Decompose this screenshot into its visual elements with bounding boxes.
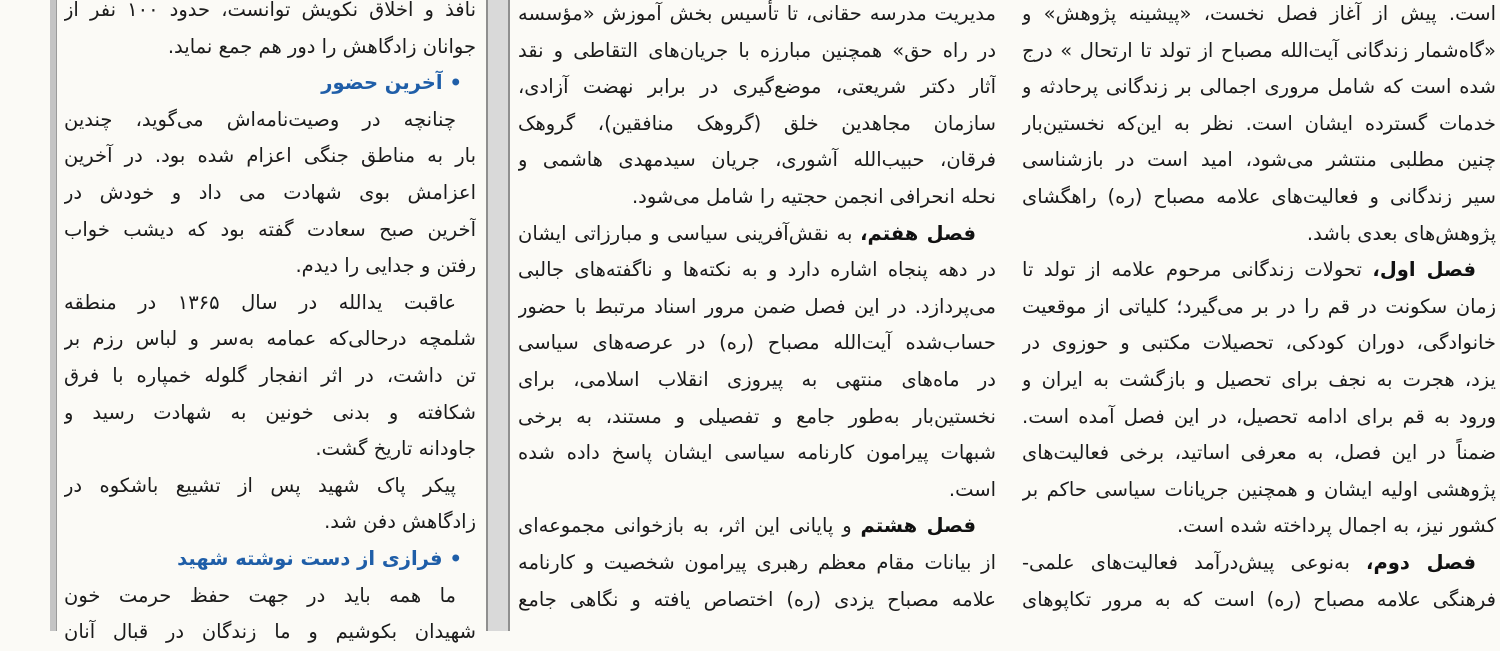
text-line — [1022, 252, 1496, 289]
text-line: نخستین‌بار به‌طور جامع و تفصیلی و مستند، به برخی — [518, 404, 996, 428]
text-line: چنانچه در وصیت‌نامه‌اش می‌گوید، چندین — [64, 107, 456, 131]
text-line: زمان سکونت در قم را در بر می‌گیرد؛ کلیاتی از موقعیت — [1022, 294, 1496, 318]
text-line: کشور نیز، به اجمال پرداخته شده است. — [1176, 514, 1496, 538]
text-line: بار به مناطق جنگی اعزام شده بود. در آخرین — [64, 144, 476, 168]
text-line: در دهه پنجاه اشاره دارد و به نکته‌ها و ناگفته‌های جالبی — [518, 258, 996, 282]
bullet-icon — [443, 547, 462, 570]
text-line — [1022, 545, 1496, 582]
text-line: شلمچه درحالی‌که عمامه به‌سر و لباس رزم بر — [64, 327, 476, 351]
column-divider — [486, 0, 510, 631]
column-right — [1022, 0, 1496, 618]
text-line: ورود به قم برای ادامه تحصیل، در این فصل آمده است. — [1022, 404, 1496, 428]
text-line: علامه مصباح یزدی (ره) اختصاص یافته و نگاهی جامع — [518, 587, 996, 611]
text-line: شده است که شامل مروری اجمالی بر زندگانی پرحادثه و — [1022, 75, 1496, 99]
text-line: می‌پردازد. در این فصل ضمن مرور اسناد مرتبط با حضور — [518, 294, 996, 318]
chapter-label: فصل هشتم — [860, 514, 976, 538]
text-line-body: به‌نوعی پیش‌درآمد فعالیت‌های علمی- — [1022, 550, 1367, 574]
text-line-body: و پایانی این اثر، به بازخوانی مجموعه‌ای — [518, 514, 861, 538]
text-line: شبهات پیرامون کارنامه سیاسی ایشان پاسخ داده شده — [518, 441, 996, 465]
text-line: از بیانات مقام معظم رهبری پیرامون شخصیت و کارنامه — [518, 550, 996, 574]
section-heading — [64, 65, 476, 102]
section-heading-text: آخرین حضور — [321, 71, 443, 95]
text-line-body: تحولات زندگانی مرحوم علامه از تولد تا — [1022, 258, 1373, 282]
text-line: فرقان، حبیب‌الله آشوری، جریان سیدمهدی هاشمی و — [518, 148, 996, 172]
text-line: رفتن و جدایی را دیدم. — [295, 254, 476, 278]
text-line: است. پیش از آغاز فصل نخست، «پیشینه پژوهش» و — [1022, 2, 1496, 25]
text-line: سازمان مجاهدین خلق (گروهک منافقین)، گروهک — [518, 111, 996, 135]
text-line: اعزامش بوی شهادت می داد و خودش در — [64, 180, 476, 204]
text-line: تن داشت، در اثر انفجار گلوله خمپاره با فرق — [64, 363, 476, 387]
chapter-label: فصل دوم، — [1366, 550, 1476, 574]
text-line: پژوهشی اولیه ایشان و همچنین جریانات سیاسی حاکم بر — [1022, 477, 1496, 501]
text-line: ما همه باید در جهت حفظ حرمت خون — [64, 583, 456, 607]
text-line: خانوادگی، دوران کودکی، تحصیلات مکتبی و حوزوی در — [1022, 331, 1496, 355]
text-line: در راه حق» همچنین مبارزه با جریان‌های التقاطی و نقد — [518, 38, 996, 62]
text-line: «گاه‌شمار زندگانی آیت‌الله مصباح از تولد تا ارتحال » درج — [1022, 38, 1496, 62]
page-edge-rule — [50, 0, 57, 631]
text-line: جاودانه تاریخ گشت. — [315, 437, 476, 461]
text-line: در ماه‌های منتهی به پیروزی انقلاب اسلامی، برای — [518, 367, 996, 391]
column-middle — [518, 0, 996, 618]
text-line: شکافته و بدنی خونین به شهادت رسید و — [64, 400, 476, 424]
text-line: جوانان زادگاهش را دور هم جمع نماید. — [167, 34, 476, 58]
text-line: شهیدان بکوشیم و ما زندگان در قبال آنان — [64, 620, 476, 644]
bullet-icon — [443, 71, 462, 94]
text-line: آخرین صبح سعادت گفته بود که دیشب خواب — [64, 217, 476, 241]
text-line: فرهنگی علامه مصباح (ره) است که به مرور تکاپوهای — [1022, 587, 1496, 611]
chapter-label: فصل هفتم، — [860, 221, 976, 245]
text-line: نافذ و اخلاق نکویش توانست، حدود ۱۰۰ نفر از — [64, 0, 476, 21]
text-line: حساب‌شده آیت‌الله مصباح (ره) در عرصه‌های سیاسی — [518, 331, 996, 355]
text-line — [518, 216, 996, 253]
text-line: زادگاهش دفن شد. — [324, 510, 476, 534]
text-line: چنین مطلبی منتشر می‌شود، امید است در بازشناسی — [1022, 148, 1496, 172]
section-heading — [64, 541, 476, 578]
text-line: عاقبت یدالله در سال ۱۳۶۵ در منطقه — [64, 290, 456, 314]
text-line: نحله انحرافی انجمن حجتیه را شامل می‌شود. — [631, 184, 996, 208]
column-left — [64, 0, 476, 651]
text-line: یزد، هجرت به نجف برای تحصیل و بازگشت به ایران و — [1022, 367, 1496, 391]
text-line: مدیریت مدرسه حقانی، تا تأسیس بخش آموزش «مؤسسه — [518, 2, 996, 25]
text-line — [518, 508, 996, 545]
chapter-label: فصل اول، — [1372, 258, 1477, 282]
text-line: پژوهش‌های بعدی باشد. — [1306, 221, 1496, 245]
text-line: آثار دکتر شریعتی، موضع‌گیری در برابر نهضت آزادی، — [518, 75, 996, 99]
text-line: خدمات گسترده ایشان است. نظر به این‌که نخستین‌بار — [1022, 111, 1496, 135]
section-heading-text: فرازی از دست نوشته شهید — [177, 546, 443, 570]
text-line: سیر زندگانی و فعالیت‌های علامه مصباح (ره) راهگشای — [1022, 184, 1496, 208]
text-line: پیکر پاک شهید پس از تشییع باشکوه در — [64, 473, 456, 497]
text-line: است. — [948, 477, 996, 501]
text-line-body: به نقش‌آفرینی سیاسی و مبارزاتی ایشان — [518, 221, 861, 245]
text-line: ضمناً در این فصل، به معرفی اساتید، برخی فعالیت‌های — [1022, 441, 1496, 465]
